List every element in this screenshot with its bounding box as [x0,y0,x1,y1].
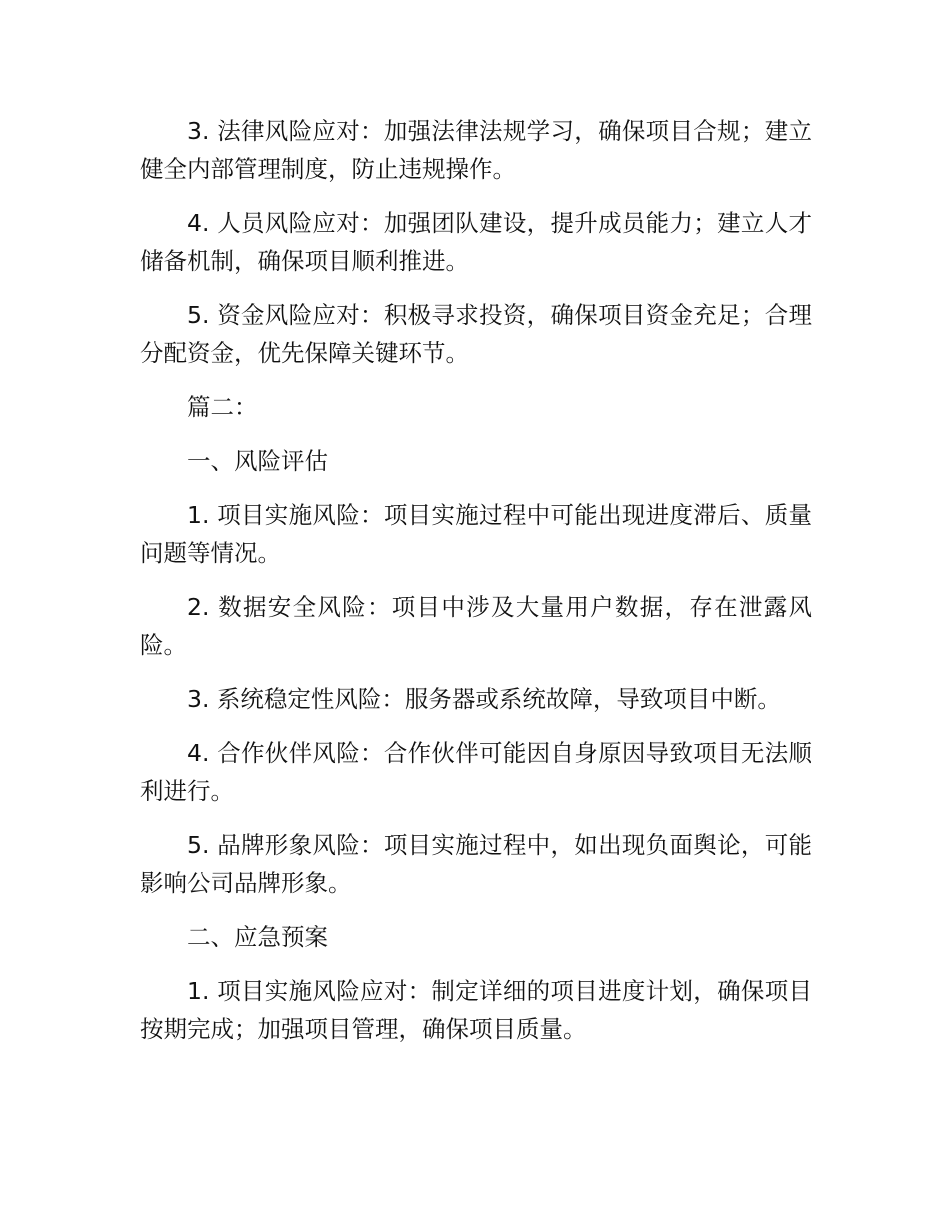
paragraph-implementation-risk-response: 1. 项目实施风险应对：制定详细的项目进度计划，确保项目按期完成；加强项目管理，确保项目质量。 [140,977,812,1043]
section-heading-part-two: 篇二： [187,393,258,421]
paragraph-system-stability-risk: 3. 系统稳定性风险：服务器或系统故障，导致项目中断。 [187,685,781,713]
section-heading-risk-assessment: 一、风险评估 [187,447,328,475]
paragraph-partner-risk: 4. 合作伙伴风险：合作伙伴可能因自身原因导致项目无法顺利进行。 [140,739,812,805]
document-page [140,112,812,1064]
paragraph-funding-risk-response: 5. 资金风险应对：积极寻求投资，确保项目资金充足；合理分配资金，优先保障关键环节。 [140,301,812,367]
paragraph-implementation-risk: 1. 项目实施风险：项目实施过程中可能出现进度滞后、质量问题等情况。 [140,501,812,567]
paragraph-data-security-risk: 2. 数据安全风险：项目中涉及大量用户数据，存在泄露风险。 [140,593,812,659]
paragraph-legal-risk-response: 3. 法律风险应对：加强法律法规学习，确保项目合规；建立健全内部管理制度，防止违规操作。 [140,117,812,183]
paragraph-personnel-risk-response: 4. 人员风险应对：加强团队建设，提升成员能力；建立人才储备机制，确保项目顺利推进。 [140,209,812,275]
section-heading-emergency-plan: 二、应急预案 [187,923,328,951]
paragraph-brand-image-risk: 5. 品牌形象风险：项目实施过程中，如出现负面舆论，可能影响公司品牌形象。 [140,831,812,897]
